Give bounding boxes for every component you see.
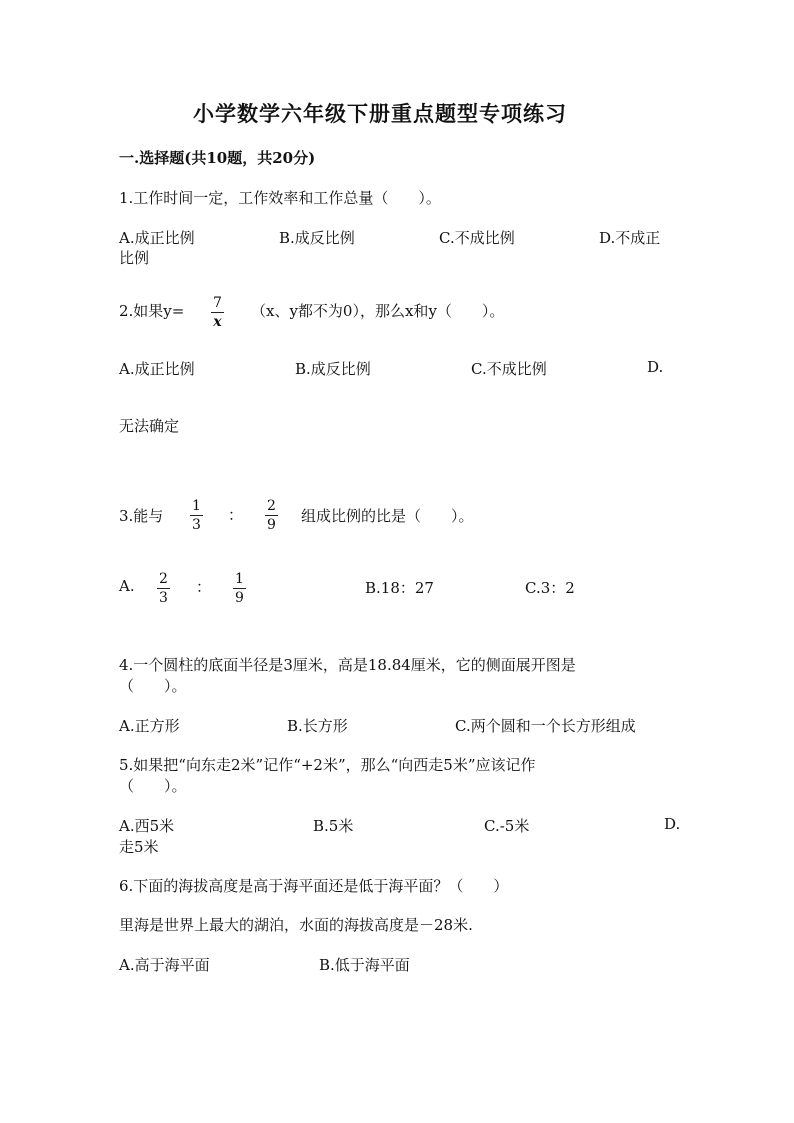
question-1-option-d-continued: 比例	[119, 249, 150, 267]
question-3-option-b[interactable]: B.18：27	[365, 579, 434, 597]
question-3-stem-suffix: 组成比例的比是（ ）。	[301, 507, 474, 525]
question-2-option-a[interactable]: A.成正比例	[119, 360, 195, 378]
fraction-bar	[233, 588, 246, 589]
fraction-denominator: 9	[235, 590, 244, 606]
fraction-bar	[157, 588, 170, 589]
question-4-option-a[interactable]: A.正方形	[119, 717, 180, 735]
fraction-numerator: 1	[235, 571, 244, 587]
question-3-option-c[interactable]: C.3：2	[525, 579, 575, 597]
question-1-option-b[interactable]: B.成反比例	[279, 229, 355, 247]
question-6-option-b[interactable]: B.低于海平面	[319, 956, 410, 974]
question-6-option-a[interactable]: A.高于海平面	[119, 956, 210, 974]
question-4-option-b[interactable]: B.长方形	[287, 717, 348, 735]
question-4-stem-line-1: 4.一个圆柱的底面半径是3厘米，高是18.84厘米，它的侧面展开图是	[119, 656, 576, 674]
question-3-fraction-2	[265, 498, 278, 533]
question-6-context: 里海是世界上最大的湖泊，水面的海拔高度是－28米.	[119, 916, 473, 934]
fraction-bar	[265, 515, 278, 516]
question-5-option-b[interactable]: B.5米	[313, 817, 354, 835]
question-5-option-a[interactable]: A.西5米	[119, 817, 175, 835]
question-6-stem: 6.下面的海拔高度是高于海平面还是低于海平面？（ ）	[119, 877, 509, 895]
question-2-stem-suffix: （x、y都不为0），那么x和y（ ）。	[251, 302, 505, 320]
question-1-stem: 1.工作时间一定，工作效率和工作总量（ ）。	[119, 189, 441, 207]
question-3-option-a-fraction-1	[157, 571, 170, 606]
fraction-bar	[211, 312, 224, 313]
question-5-option-d-continued: 走5米	[119, 838, 159, 856]
question-2-fraction	[211, 295, 224, 330]
question-3-stem-prefix: 3.能与	[119, 507, 164, 525]
fraction-bar	[190, 515, 203, 516]
question-2-option-d-continued: 无法确定	[119, 417, 180, 435]
question-1-option-d[interactable]: D.不成正	[599, 229, 661, 247]
question-3-fraction-1	[190, 498, 203, 533]
question-5-stem-line-2: （ ）。	[119, 777, 187, 795]
section-header: 一.选择题(共10题，共20分)	[119, 149, 316, 167]
question-2-option-b[interactable]: B.成反比例	[295, 360, 371, 378]
question-2-stem-prefix: 2.如果y=	[119, 302, 185, 320]
question-5-option-c[interactable]: C.-5米	[484, 817, 530, 835]
fraction-numerator: 7	[213, 295, 222, 311]
fraction-numerator: 2	[267, 498, 276, 514]
fraction-numerator: 1	[192, 498, 201, 514]
question-4-option-c[interactable]: C.两个圆和一个长方形组成	[455, 717, 636, 735]
question-5-stem-line-1: 5.如果把“向东走2米”记作“+2米”，那么“向西走5米”应该记作	[119, 756, 536, 774]
fraction-denominator: 3	[192, 517, 201, 533]
question-5-option-d[interactable]: D.	[664, 815, 681, 833]
fraction-denominator: x	[213, 314, 222, 330]
question-3-colon: ：	[228, 506, 244, 524]
question-3-option-a-colon: ：	[196, 578, 212, 596]
page-title: 小学数学六年级下册重点题型专项练习	[193, 101, 567, 126]
question-3-option-a-fraction-2	[233, 571, 246, 606]
question-1-option-a[interactable]: A.成正比例	[119, 229, 195, 247]
question-4-stem-line-2: （ ）。	[119, 677, 187, 695]
question-1-option-c[interactable]: C.不成比例	[439, 229, 515, 247]
question-3-option-a-label[interactable]: A.	[119, 577, 135, 595]
question-2-option-c[interactable]: C.不成比例	[471, 360, 547, 378]
fraction-numerator: 2	[159, 571, 168, 587]
fraction-denominator: 3	[159, 590, 168, 606]
fraction-denominator: 9	[267, 517, 276, 533]
question-2-option-d[interactable]: D.	[647, 358, 664, 376]
